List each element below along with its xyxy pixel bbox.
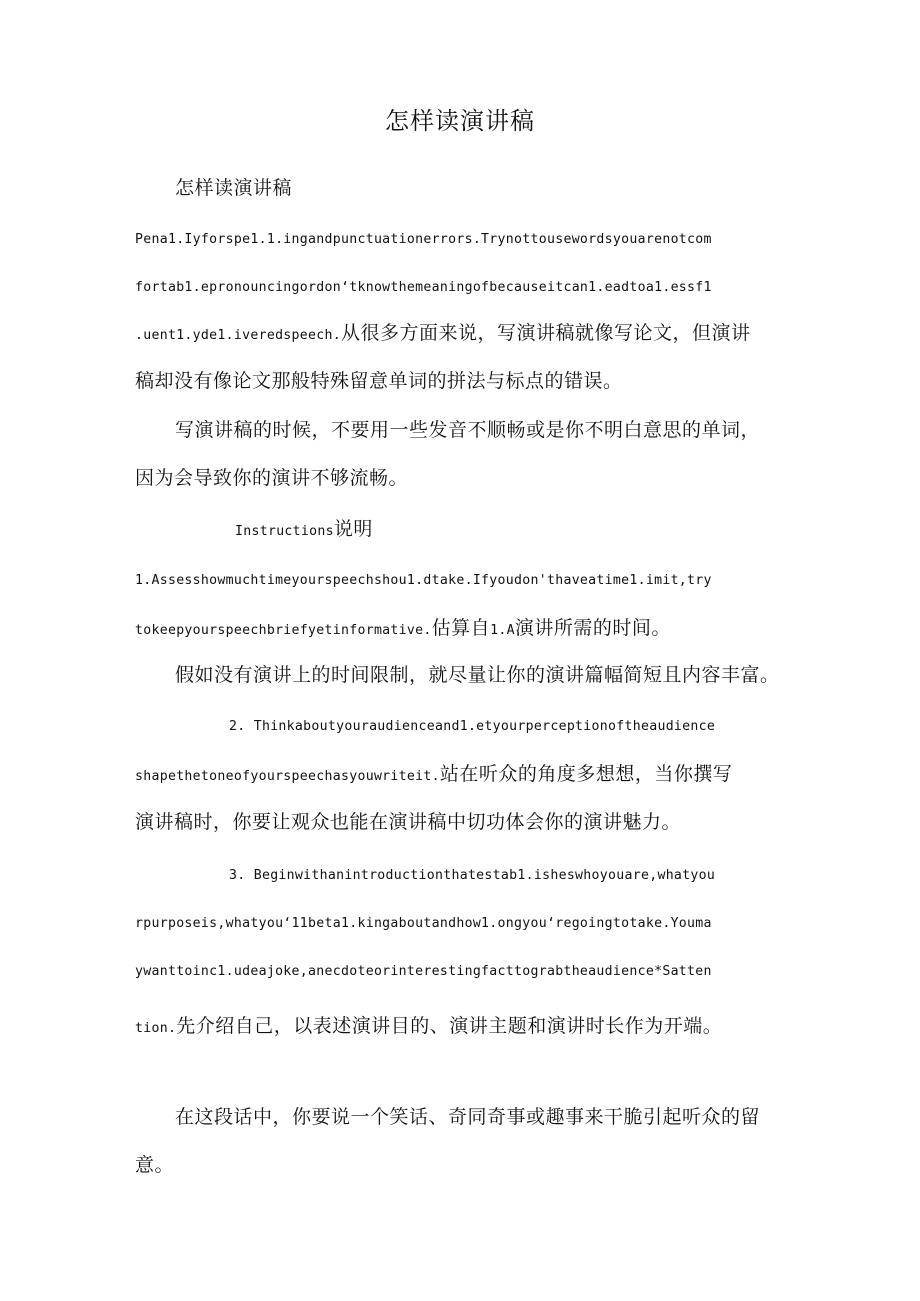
item1-english-line-2b: 1.A (490, 623, 515, 638)
item1-english-line-1: 1.Assesshowmuchtimeyourspeechshou1.dtake.Ifyoudon'thaveatime1.imit,try (135, 573, 712, 588)
p1-english-line-3: .uent1.yde1.iveredspeech. (135, 328, 341, 343)
item3-english-line-2: rpurposeis,whatyou‘11beta1.kingaboutandhow1.ongyou‘regoingtotake.Youma (135, 916, 712, 931)
p1-english-line-2: fortab1.epronouncingordon‘tknowthemeaningofbecauseitcan1.eadtoa1.essf1 (135, 280, 712, 295)
instructions-heading (235, 514, 373, 547)
item2-english-line-1: 2. Thinkaboutyouraudienceand1.etyourperceptionoftheaudience (229, 719, 716, 734)
last-paragraph-line-2: 意。 (135, 1154, 175, 1176)
item1-chinese-line-2b: 演讲所需的时间。 (514, 617, 671, 639)
item3-english-line-3: ywanttoinc1.udeajoke,anecdoteorinterestingfacttograbtheaudience*Satten (135, 964, 712, 979)
last-paragraph-line-1: 在这段话中，你要说一个笑话、奇同奇事或趣事来干脆引起听众的留 (175, 1106, 761, 1128)
document-title: 怎样读演讲稿 (385, 107, 535, 135)
item2-english-line-2: shapethetoneofyourspeechasyouwriteit. (135, 769, 440, 784)
item1-english-line-2: tokeepyourspeechbriefyetinformative. (135, 623, 432, 638)
item1-chinese-line-2a: 估算自 (431, 617, 491, 639)
item2-mixed-line-2 (135, 759, 732, 792)
p2-line-1: 写演讲稿的时候，不要用一些发音不顺畅或是你不明白意思的单词， (175, 419, 761, 441)
item3-mixed-line-4 (135, 1011, 722, 1044)
p1-chinese-line-3: 从很多方面来说，写演讲稿就像写论文，但演讲 (341, 322, 751, 344)
subtitle: 怎样读演讲稿 (175, 177, 293, 199)
item2-chinese-line-2: 站在听众的角度多想想，当你撰写 (439, 763, 733, 785)
item1-chinese-line-3: 假如没有演讲上的时间限制，就尽量让你的演讲篇幅简短且内容丰富。 (175, 664, 780, 686)
item2-chinese-line-3: 演讲稿时，你要让观众也能在演讲稿中切功体会你的演讲魅力。 (135, 811, 682, 833)
p1-chinese-line-4: 稿却没有像论文那般特殊留意单词的拼法与标点的错误。 (135, 370, 623, 392)
item1-mixed-line-2 (135, 613, 671, 646)
p1-english-line-1: Pena1.Iyforspe1.1.ingandpunctuationerrors.Trynottousewordsyouarenotcom (135, 232, 712, 247)
p1-mixed-line-3 (135, 318, 751, 351)
p2-line-2: 因为会导致你的演讲不够流畅。 (135, 467, 409, 489)
item3-english-line-4: tion. (135, 1021, 177, 1036)
instructions-english: Instructions (235, 524, 334, 539)
item3-english-line-1: 3. Beginwithanintroductionthatestab1.isheswhoyouare,whatyou (229, 868, 716, 883)
item3-chinese-line-4: 先介绍自己，以表述演讲目的、演讲主题和演讲时长作为开端。 (176, 1015, 723, 1037)
instructions-chinese: 说明 (333, 518, 373, 540)
